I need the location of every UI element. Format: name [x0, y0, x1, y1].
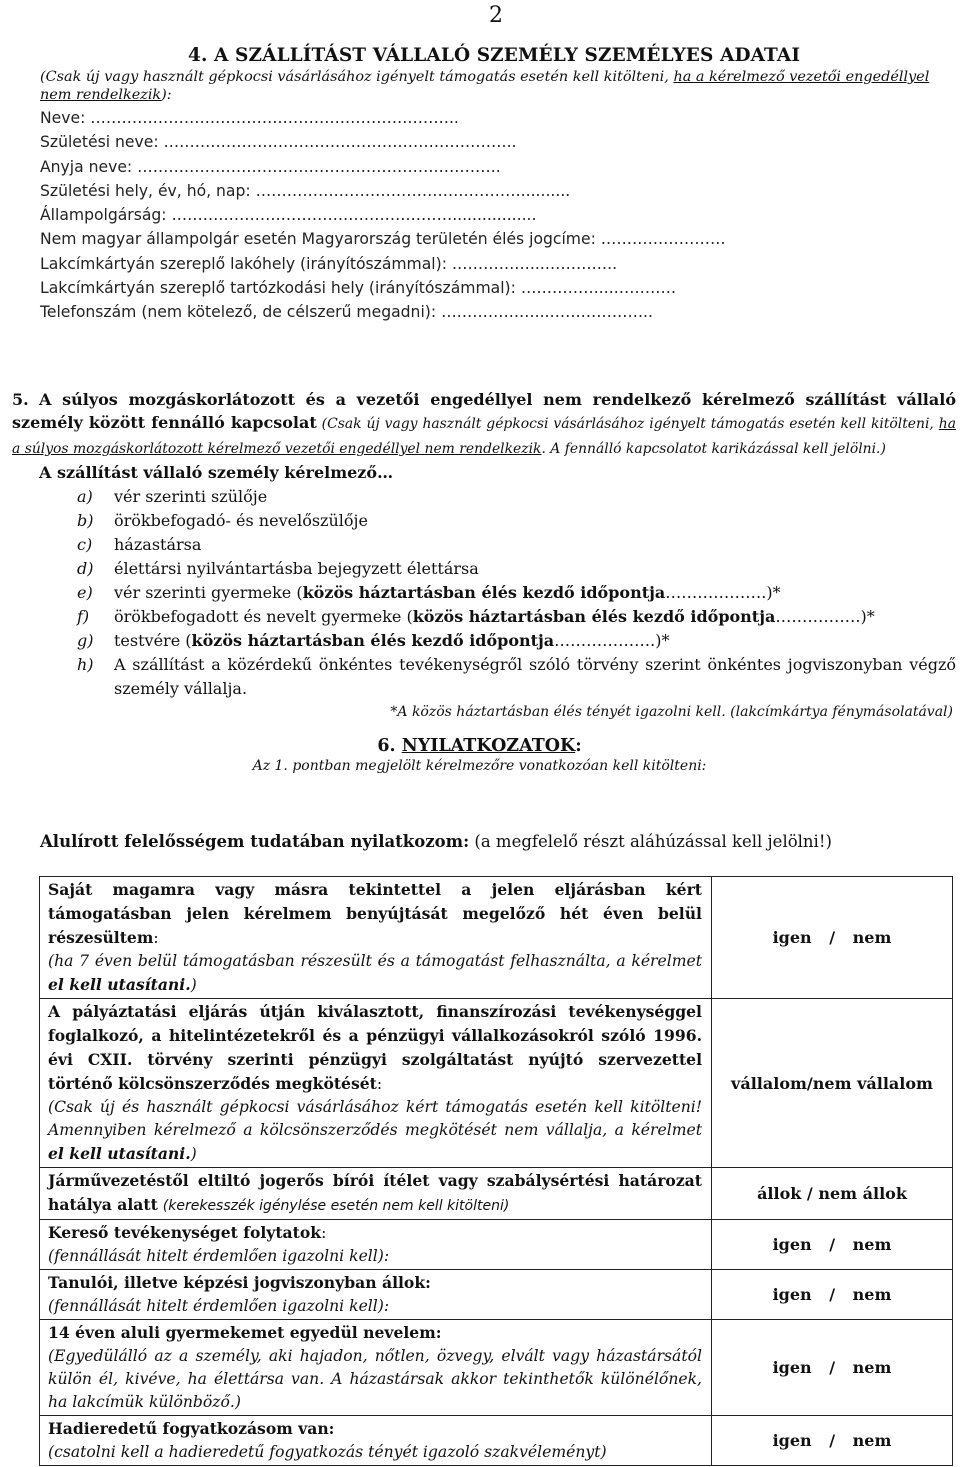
declaration-row — [40, 1270, 953, 1320]
declaration-row — [40, 1416, 953, 1466]
section-5-note-end: . A fennálló kapcsolatot karikázással kell jelölni.) — [541, 441, 886, 457]
declaration-text: 14 éven aluli gyermekemet egyedül nevelem: (Egyedülálló az a személy, aki hajadon, nőtlen, özvegy, elvált vagy házastársától külön él, kivéve, ha élettársa van. A házastársak akkor tekinthetők különélőnek, ha lakcímük különböző.) — [40, 1320, 712, 1416]
section-5-number: 5. — [12, 390, 29, 409]
footnote: *A közös háztartásban élés tényét igazolni kell. (lakcímkártya fénymásolatával) — [390, 704, 953, 720]
option-letter: g) — [77, 631, 94, 650]
note-underlined: ha a kérelmező vezetői engedéllyel nem rendelkezik — [40, 69, 930, 103]
option-text: vér szerinti gyermeke (közös háztartásban élés kezdő időpontja……………….)* — [114, 583, 781, 602]
field-citizenship[interactable]: Állampolgárság: ………………………………………………................. — [40, 206, 537, 225]
declaration-row — [40, 1320, 953, 1416]
field-mother-name[interactable]: Anyja neve: ……………………………………………………………. — [40, 157, 501, 176]
field-birth-name[interactable]: Születési neve: ………………………………………………………….. — [40, 133, 517, 152]
field-temporary-address[interactable]: Lakcímkártyán szereplő tartózkodási hely (irányítószámmal): ……………...………… — [40, 279, 677, 298]
option-text: A szállítást a közérdekű önkéntes tevékenységről szóló törvény szerint önkéntes jogviszonyban végző személy vállalja. — [114, 655, 956, 698]
declaration-table — [39, 876, 953, 1466]
declaration-text: Saját magamra vagy másra tekintettel a jelen eljárásban kért támogatásban jelen kérelmem benyújtását megelőző hét éven belül részesültem: (ha 7 éven belül támogatásban részesült és a támogatást felhasználta, a kérelmet el kell utasítani.) — [40, 877, 712, 999]
note-text: (Csak új vagy használt gépkocsi vásárlásához igényelt támogatás esetén kell kitölteni, — [40, 69, 674, 85]
declaration-row — [40, 1220, 953, 1270]
declaration-text: Járművezetéstől eltiltó jogerős bírói ítélet vagy szabálysértési határozat hatálya alatt (kerekesszék igénylése esetén nem kell kitölteni) — [40, 1168, 712, 1220]
section-5-subheading: A szállítást vállaló személy kérelmező… — [39, 463, 394, 482]
section-5-note-underlined: ha a súlyos mozgáskorlátozott kérelmező vezetői engedéllyel nem rendelkezik — [12, 416, 956, 457]
answer-choice[interactable]: vállalom/nem vállalom — [712, 999, 953, 1168]
option-letter: d) — [77, 559, 94, 578]
relationship-option-g[interactable] — [77, 629, 956, 653]
option-text: örökbefogadó- és nevelőszülője — [114, 511, 368, 530]
option-letter: b) — [77, 511, 94, 530]
personal-data-fields — [40, 106, 955, 325]
answer-choice[interactable]: igen / nem — [712, 1320, 953, 1416]
section-5-title: A súlyos mozgáskorlátozott és a vezetői engedéllyel nem rendelkező kérelmező szállítást vállaló személy között fennálló kapcsolat — [12, 390, 956, 432]
field-residence-title[interactable]: Nem magyar állampolgár esetén Magyarország területén élés jogcíme: …………………… — [40, 230, 726, 249]
option-text: örökbefogadott és nevelt gyermeke (közös háztartásban élés kezdő időpontja…………….)* — [114, 607, 875, 626]
option-letter: f) — [77, 607, 90, 626]
option-letter: h) — [77, 655, 94, 674]
option-text: élettársi nyilvántartásba bejegyzett élettársa — [114, 559, 479, 578]
declaration-text: Hadieredetű fogyatkozásom van: (csatolni kell a hadieredetű fogyatkozás tényét igazoló szakvéleményt) — [40, 1416, 712, 1466]
relationship-option-d[interactable] — [77, 557, 956, 581]
option-text: házastársa — [114, 535, 202, 554]
answer-choice[interactable]: igen / nem — [712, 877, 953, 999]
field-residence-address[interactable]: Lakcímkártyán szereplő lakóhely (irányítószámmal): ……………...………….. — [40, 254, 618, 273]
section-6-subtitle: Az 1. pontban megjelölt kérelmezőre vonatkozóan kell kitölteni: — [252, 758, 707, 774]
section-6-title: 6. NYILATKOZATOK: — [377, 736, 582, 756]
answer-choice[interactable]: állok / nem állok — [712, 1168, 953, 1220]
declaration-row — [40, 1168, 953, 1220]
section-5 — [12, 388, 956, 775]
option-text: vér szerinti szülője — [114, 487, 268, 506]
field-birth-place-date[interactable]: Születési hely, év, hó, nap: …………………………………………….......... — [40, 181, 571, 200]
option-text: testvére (közös háztartásban élés kezdő időpontja……………….)* — [114, 631, 670, 650]
section-4-title: 4. A SZÁLLÍTÁST VÁLLALÓ SZEMÉLY SZEMÉLYES ADATAI — [188, 45, 801, 66]
declaration-text: A pályáztatási eljárás útján kiválasztott, finanszírozási tevékenységgel foglalkozó, a hitelintézetekről és a pénzügyi vállalkozásokról szóló 1996. évi CXII. törvény szerinti pénzügyi szolgáltatást nyújtó szervezettel történő kölcsönszerződés megkötését: (Csak új és használt gépkocsi vásárlásához kért támogatás esetén kell kitölteni! Amennyiben kérelmező a kölcsönszerződés megkötését nem vállalja, a kérelmet el kell utasítani.) — [40, 999, 712, 1168]
declaration-text: Kereső tevékenységet folytatok: (fennállását hitelt érdemlően igazolni kell): — [40, 1220, 712, 1270]
field-name[interactable]: Neve: …………………………………………………………….. — [40, 109, 459, 127]
relationship-option-c[interactable] — [77, 533, 956, 557]
relationship-list — [77, 485, 956, 701]
relationship-option-e[interactable] — [77, 581, 956, 605]
declaration-text: Tanulói, illetve képzési jogviszonyban állok: (fennállását hitelt érdemlően igazolni kell): — [40, 1270, 712, 1320]
declaration-lead: Alulírott felelősségem tudatában nyilatkozom: (a megfelelő részt aláhúzással kell jelölni!) — [40, 832, 832, 851]
option-letter: a) — [77, 487, 93, 506]
answer-choice[interactable]: igen / nem — [712, 1416, 953, 1466]
answer-choice[interactable]: igen / nem — [712, 1220, 953, 1270]
answer-choice[interactable]: igen / nem — [712, 1270, 953, 1320]
relationship-option-a[interactable] — [77, 485, 956, 509]
section-5-heading — [12, 388, 956, 461]
page-number: 2 — [489, 3, 503, 28]
note-end: ): — [161, 87, 172, 103]
declaration-row — [40, 999, 953, 1168]
field-phone[interactable]: Telefonszám (nem kötelező, de célszerű megadni): ………………...……………….. — [40, 303, 653, 322]
relationship-option-f[interactable] — [77, 605, 956, 629]
section-5-note: (Csak új vagy használt gépkocsi vásárlásához igényelt támogatás esetén kell kitölteni, — [316, 416, 939, 432]
section-4 — [40, 44, 955, 325]
section-4-note — [40, 68, 955, 104]
declaration-row — [40, 877, 953, 999]
relationship-option-b[interactable] — [77, 509, 956, 533]
option-letter: e) — [77, 583, 93, 602]
relationship-option-h[interactable] — [77, 653, 956, 701]
option-letter: c) — [77, 535, 93, 554]
